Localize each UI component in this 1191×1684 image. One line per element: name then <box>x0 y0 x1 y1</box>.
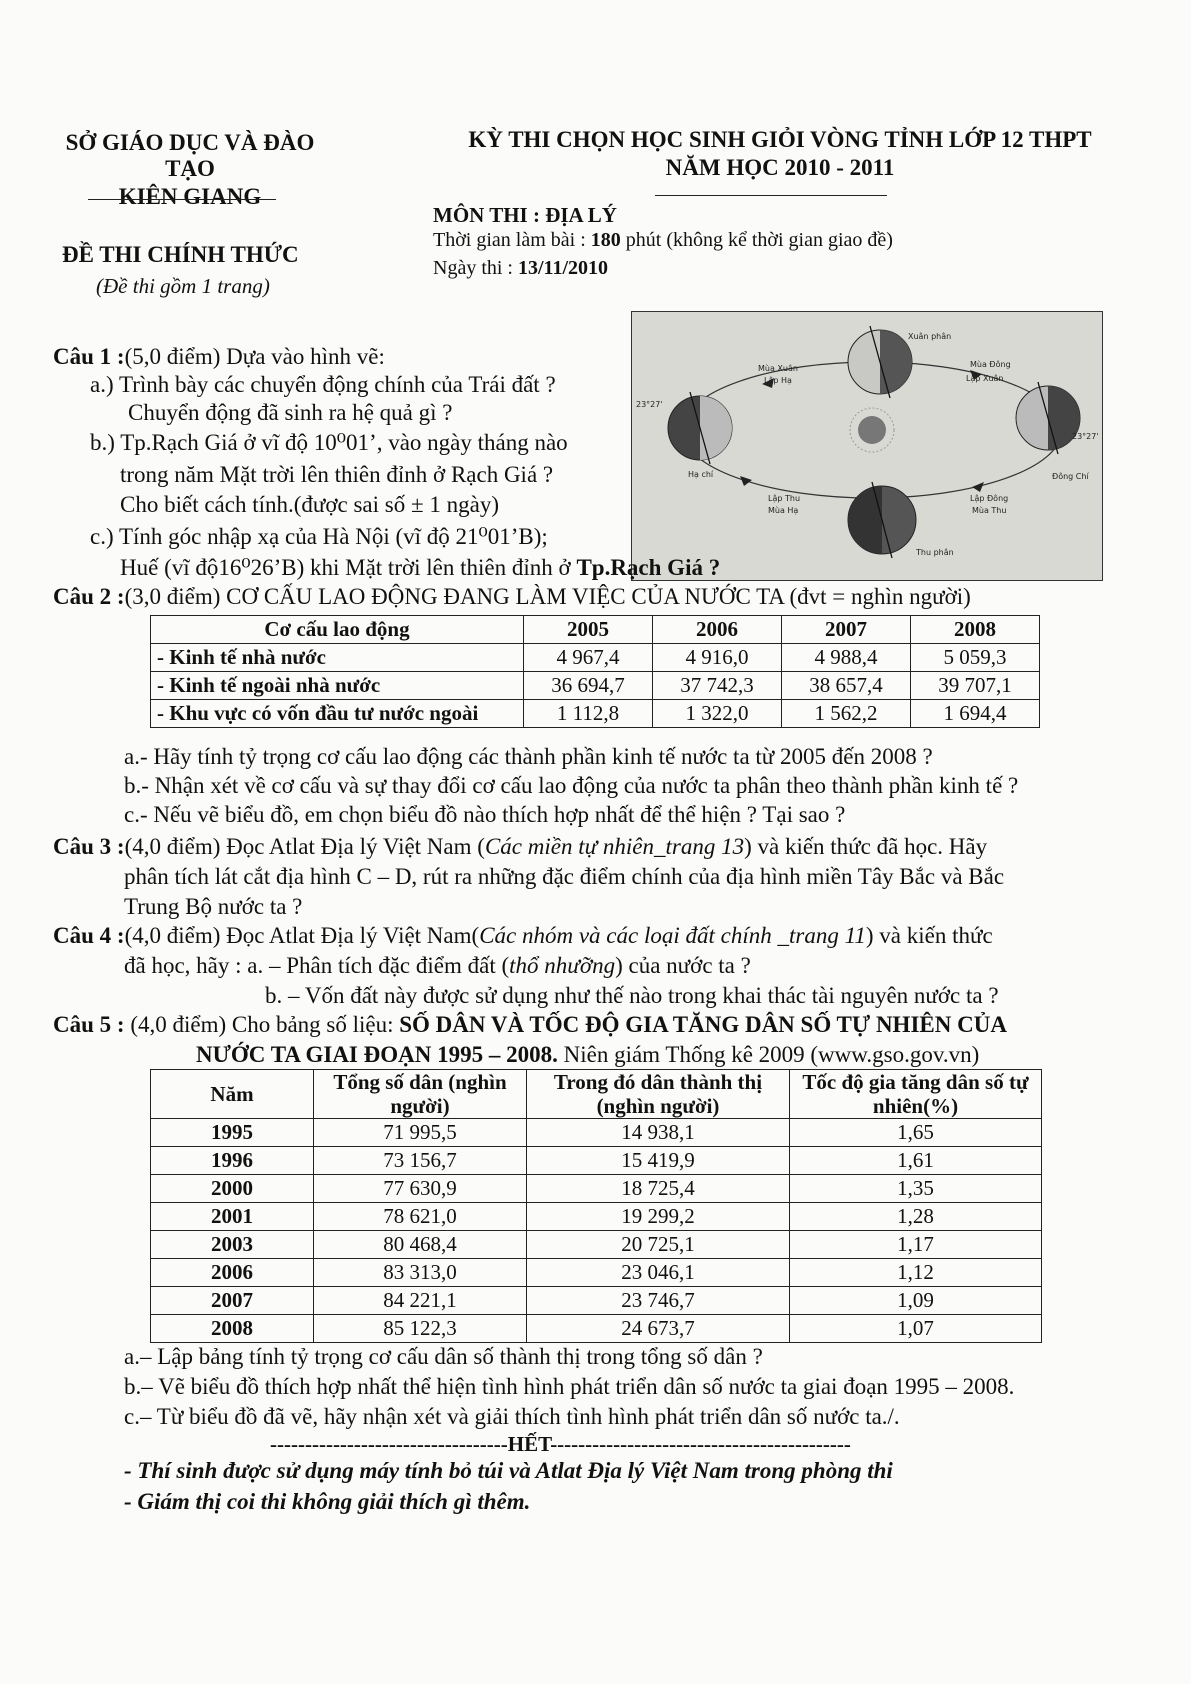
table-row <box>151 1147 1042 1175</box>
earth-bottom <box>848 482 916 558</box>
table-cell: - Khu vực có vốn đầu tư nước ngoài <box>151 700 524 728</box>
q5-title-2: NƯỚC TA GIAI ĐOẠN 1995 – 2008. <box>196 1042 558 1067</box>
table-cell: 4 967,4 <box>524 644 653 672</box>
q2-title <box>53 582 971 612</box>
table-cell: 37 742,3 <box>653 672 782 700</box>
table-cell: 2006 <box>151 1259 314 1287</box>
q5-a: a.– Lập bảng tính tỷ trọng cơ cấu dân số thành thị trong tổng số dân ? <box>124 1344 763 1369</box>
q1-b-line-3: Cho biết cách tính.(được sai số ± 1 ngày) <box>120 492 499 517</box>
q3-line-1 <box>53 832 987 862</box>
exam-title <box>420 127 1140 181</box>
q2-c: c.- Nếu vẽ biểu đồ, em chọn biểu đồ nào thích hợp nhất để thể hiện ? Tại sao ? <box>124 802 846 827</box>
figure-label-xuan-phan: Xuân phân <box>908 332 952 341</box>
table-header-row <box>151 1070 1042 1119</box>
table-cell: 1,28 <box>790 1203 1042 1231</box>
table-cell: 1 322,0 <box>653 700 782 728</box>
table-header-cell: Năm <box>151 1070 314 1119</box>
table-cell: 84 221,1 <box>314 1287 527 1315</box>
subject-label: MÔN THI : <box>433 203 546 227</box>
q4-line-1-pre: (4,0 điểm) Đọc Atlat Địa lý Việt Nam( <box>124 923 480 948</box>
table-cell: 2007 <box>151 1287 314 1315</box>
department-line-1: SỞ GIÁO DỤC VÀ ĐÀO TẠO <box>65 130 315 181</box>
q5-b: b.– Vẽ biểu đồ thích hợp nhất thể hiện tình hình phát triển dân số nước ta giai đoạn 1995 – 2008. <box>124 1374 1015 1399</box>
table-cell: 1 694,4 <box>911 700 1040 728</box>
figure-label-thu-phan: Thu phân <box>916 548 954 557</box>
q1-c-line-2 <box>120 553 720 583</box>
table-row <box>151 1119 1042 1147</box>
table-row <box>151 1231 1042 1259</box>
table-row <box>151 1175 1042 1203</box>
table-row <box>151 644 1040 672</box>
table-header-cell: 2005 <box>524 616 653 644</box>
table-cell: 38 657,4 <box>782 672 911 700</box>
q1-c-line-1: c.) Tính góc nhập xạ của Hà Nội (vĩ độ 21⁰01’B); <box>90 524 548 549</box>
subject-line <box>433 203 617 228</box>
table-cell: 15 419,9 <box>527 1147 790 1175</box>
figure-label-dong-chi: Đông Chí <box>1052 472 1089 481</box>
sun-shape <box>858 416 886 444</box>
q3-line-1-italic: Các miền tự nhiên_trang 13 <box>484 834 745 859</box>
table-cell: 1995 <box>151 1119 314 1147</box>
time-label: Thời gian làm bài : <box>433 229 591 251</box>
table-cell: - Kinh tế nhà nước <box>151 644 524 672</box>
table-cell: 23 046,1 <box>527 1259 790 1287</box>
earth-left <box>668 392 732 464</box>
time-value: 180 <box>590 229 621 251</box>
table-header-cell: 2007 <box>782 616 911 644</box>
q2-points: (3,0 điểm) CƠ CẤU LAO ĐỘNG ĐANG LÀM VIỆC CỦA NƯỚC TA (đvt = nghìn người) <box>124 584 971 609</box>
table-cell: 2008 <box>151 1315 314 1343</box>
figure-label-angle-right: 23°27' <box>1072 432 1099 441</box>
q5-c: c.– Từ biểu đồ đã vẽ, hãy nhận xét và giải thích tình hình phát triển dân số nước ta./. <box>124 1404 900 1429</box>
population-table <box>150 1069 1042 1343</box>
figure-label-mua-ha: Mùa Hạ <box>768 506 799 515</box>
table-header-row <box>151 616 1040 644</box>
q5-line-2 <box>196 1040 979 1070</box>
q3-line-1-post: ) và kiến thức đã học. Hãy <box>744 834 988 859</box>
date-line <box>433 257 608 280</box>
table-cell: 23 746,7 <box>527 1287 790 1315</box>
table-cell: 1,65 <box>790 1119 1042 1147</box>
earth-top <box>848 326 912 398</box>
table-cell: 77 630,9 <box>314 1175 527 1203</box>
pages-note: (Đề thi gồm 1 trang) <box>96 274 270 298</box>
table-row <box>151 672 1040 700</box>
q3-line-2: phân tích lát cắt địa hình C – D, rút ra những đặc điểm chính của địa hình miền Tây Bắc và Bắc <box>124 864 1005 889</box>
table-cell: 1,07 <box>790 1315 1042 1343</box>
earth-orbit-figure <box>631 311 1103 581</box>
q5-head: Câu 5 : <box>53 1012 125 1037</box>
department-name <box>40 130 340 210</box>
q4-line-2-pre: đã học, hãy : a. – Phân tích đặc điểm đất ( <box>124 953 510 978</box>
q1-c-line-2-text: Huế (vĩ độ16⁰26’B) khi Mặt trời lên thiên đỉnh ở <box>120 555 577 580</box>
figure-label-mua-dong: Mùa Đông <box>970 360 1011 369</box>
earth-right <box>1016 382 1080 454</box>
table-cell: 1,61 <box>790 1147 1042 1175</box>
q1-title <box>53 342 385 372</box>
exam-title-line-1: KỲ THI CHỌN HỌC SINH GIỎI VÒNG TỈNH LỚP 12 THPT <box>468 127 1092 152</box>
date-value: 13/11/2010 <box>518 257 609 279</box>
figure-label-lap-thu: Lập Thu <box>768 494 801 503</box>
figure-label-lap-dong: Lập Đông <box>970 494 1009 503</box>
table-cell: - Kinh tế ngoài nhà nước <box>151 672 524 700</box>
table-cell: 4 916,0 <box>653 644 782 672</box>
q2-head: Câu 2 : <box>53 584 125 609</box>
table-row <box>151 700 1040 728</box>
table-header-cell: Tốc độ gia tăng dân số tự nhiên(%) <box>790 1070 1042 1119</box>
q2-b: b.- Nhận xét về cơ cấu và sự thay đổi cơ cấu lao động của nước ta phân theo thành phần kinh tế ? <box>124 773 1019 798</box>
exam-title-line-2: NĂM HỌC 2010 - 2011 <box>665 155 895 180</box>
q4-line-2-italic: thổ nhưỡng <box>509 953 616 978</box>
q5-points: (4,0 điểm) Cho bảng số liệu: <box>124 1012 400 1037</box>
table-cell: 1,09 <box>790 1287 1042 1315</box>
table-cell: 80 468,4 <box>314 1231 527 1259</box>
q5-line-1 <box>53 1010 1007 1040</box>
table-cell: 20 725,1 <box>527 1231 790 1259</box>
q3-line-3: Trung Bộ nước ta ? <box>124 894 303 919</box>
q4-line-1-italic: Các nhóm và các loại đất chính _trang 11 <box>479 923 866 948</box>
table-cell: 1,17 <box>790 1231 1042 1259</box>
q4-head: Câu 4 : <box>53 923 125 948</box>
table-cell: 1996 <box>151 1147 314 1175</box>
table-header-cell: Tổng số dân (nghìn người) <box>314 1070 527 1119</box>
date-label: Ngày thi : <box>433 257 518 279</box>
labor-structure-table <box>150 615 1040 728</box>
q1-a-line-1: a.) Trình bày các chuyển động chính của Trái đất ? <box>90 372 556 397</box>
q3-line-1-pre: (4,0 điểm) Đọc Atlat Địa lý Việt Nam ( <box>124 834 485 859</box>
q3-head: Câu 3 : <box>53 834 125 859</box>
table-cell: 5 059,3 <box>911 644 1040 672</box>
figure-label-mua-xuan: Mùa Xuân <box>758 364 798 373</box>
table-cell: 24 673,7 <box>527 1315 790 1343</box>
table-cell: 85 122,3 <box>314 1315 527 1343</box>
table-row <box>151 1259 1042 1287</box>
figure-label-lap-ha: Lập Hạ <box>764 376 792 385</box>
q5-source: Niên giám Thống kê 2009 (www.gso.gov.vn) <box>557 1042 980 1067</box>
q1-b-line-1: b.) Tp.Rạch Giá ở vĩ độ 10⁰01’, vào ngày tháng nào <box>90 430 568 455</box>
orbit-arrow-3 <box>972 482 984 492</box>
table-cell: 2001 <box>151 1203 314 1231</box>
table-cell: 14 938,1 <box>527 1119 790 1147</box>
figure-label-lap-xuan: Lập Xuân <box>966 374 1004 383</box>
table-cell: 1 112,8 <box>524 700 653 728</box>
table-cell: 71 995,5 <box>314 1119 527 1147</box>
q5-title-1: SỐ DÂN VÀ TỐC ĐỘ GIA TĂNG DÂN SỐ TỰ NHIÊN CỦA <box>399 1012 1007 1037</box>
q1-a-line-2: Chuyển động đã sinh ra hệ quả gì ? <box>128 400 453 425</box>
footer-note-2: - Giám thị coi thi không giải thích gì thêm. <box>124 1489 531 1514</box>
time-line <box>433 229 893 252</box>
table-header-cell: Trong đó dân thành thị (nghìn người) <box>527 1070 790 1119</box>
q4-line-1-post: ) và kiến thức <box>865 923 993 948</box>
table-row <box>151 1287 1042 1315</box>
q1-b-line-2: trong năm Mặt trời lên thiên đỉnh ở Rạch Giá ? <box>120 462 554 487</box>
table-cell: 1,12 <box>790 1259 1042 1287</box>
exam-title-underline <box>655 195 887 196</box>
table-cell: 1 562,2 <box>782 700 911 728</box>
q1-head: Câu 1 : <box>53 344 125 369</box>
table-cell: 4 988,4 <box>782 644 911 672</box>
department-underline <box>88 199 276 200</box>
q4-line-2-post: ) của nước ta ? <box>615 953 751 978</box>
table-cell: 2003 <box>151 1231 314 1259</box>
table-cell: 73 156,7 <box>314 1147 527 1175</box>
table-row <box>151 1203 1042 1231</box>
table-cell: 83 313,0 <box>314 1259 527 1287</box>
end-marker: ----------------------------------HẾT------------------------------------------- <box>270 1432 851 1456</box>
q4-line-1 <box>53 921 993 951</box>
department-line-2: KIÊN GIANG <box>118 184 262 209</box>
subject-value: ĐỊA LÝ <box>545 203 617 227</box>
q1-points: (5,0 điểm) Dựa vào hình vẽ: <box>124 344 385 369</box>
official-label: ĐỀ THI CHÍNH THỨC <box>62 242 299 267</box>
table-cell: 78 621,0 <box>314 1203 527 1231</box>
earth-orbit-diagram <box>632 312 1102 580</box>
table-cell: 18 725,4 <box>527 1175 790 1203</box>
table-header-cell: 2006 <box>653 616 782 644</box>
time-suffix: phút (không kể thời gian giao đề) <box>620 229 893 251</box>
table-row <box>151 1315 1042 1343</box>
table-cell: 1,35 <box>790 1175 1042 1203</box>
footer-note-1: - Thí sinh được sử dụng máy tính bỏ túi và Atlat Địa lý Việt Nam trong phòng thi <box>124 1458 893 1483</box>
q1-c-line-2-bold: Tp.Rạch Giá ? <box>576 555 721 580</box>
figure-label-mua-thu: Mùa Thu <box>972 506 1007 515</box>
q4-line-3: b. – Vốn đất này được sử dụng như thế nào trong khai thác tài nguyên nước ta ? <box>265 983 999 1008</box>
figure-label-angle-left: 23°27' <box>636 400 663 409</box>
q4-line-2 <box>124 951 751 981</box>
table-cell: 19 299,2 <box>527 1203 790 1231</box>
table-header-cell: Cơ cấu lao động <box>151 616 524 644</box>
table-cell: 39 707,1 <box>911 672 1040 700</box>
figure-label-ha-chi: Hạ chí <box>688 470 714 479</box>
table-cell: 36 694,7 <box>524 672 653 700</box>
table-header-cell: 2008 <box>911 616 1040 644</box>
table-cell: 2000 <box>151 1175 314 1203</box>
orbit-arrow-4 <box>740 476 752 486</box>
q2-a: a.- Hãy tính tỷ trọng cơ cấu lao động các thành phần kinh tế nước ta từ 2005 đến 2008 ? <box>124 744 933 769</box>
